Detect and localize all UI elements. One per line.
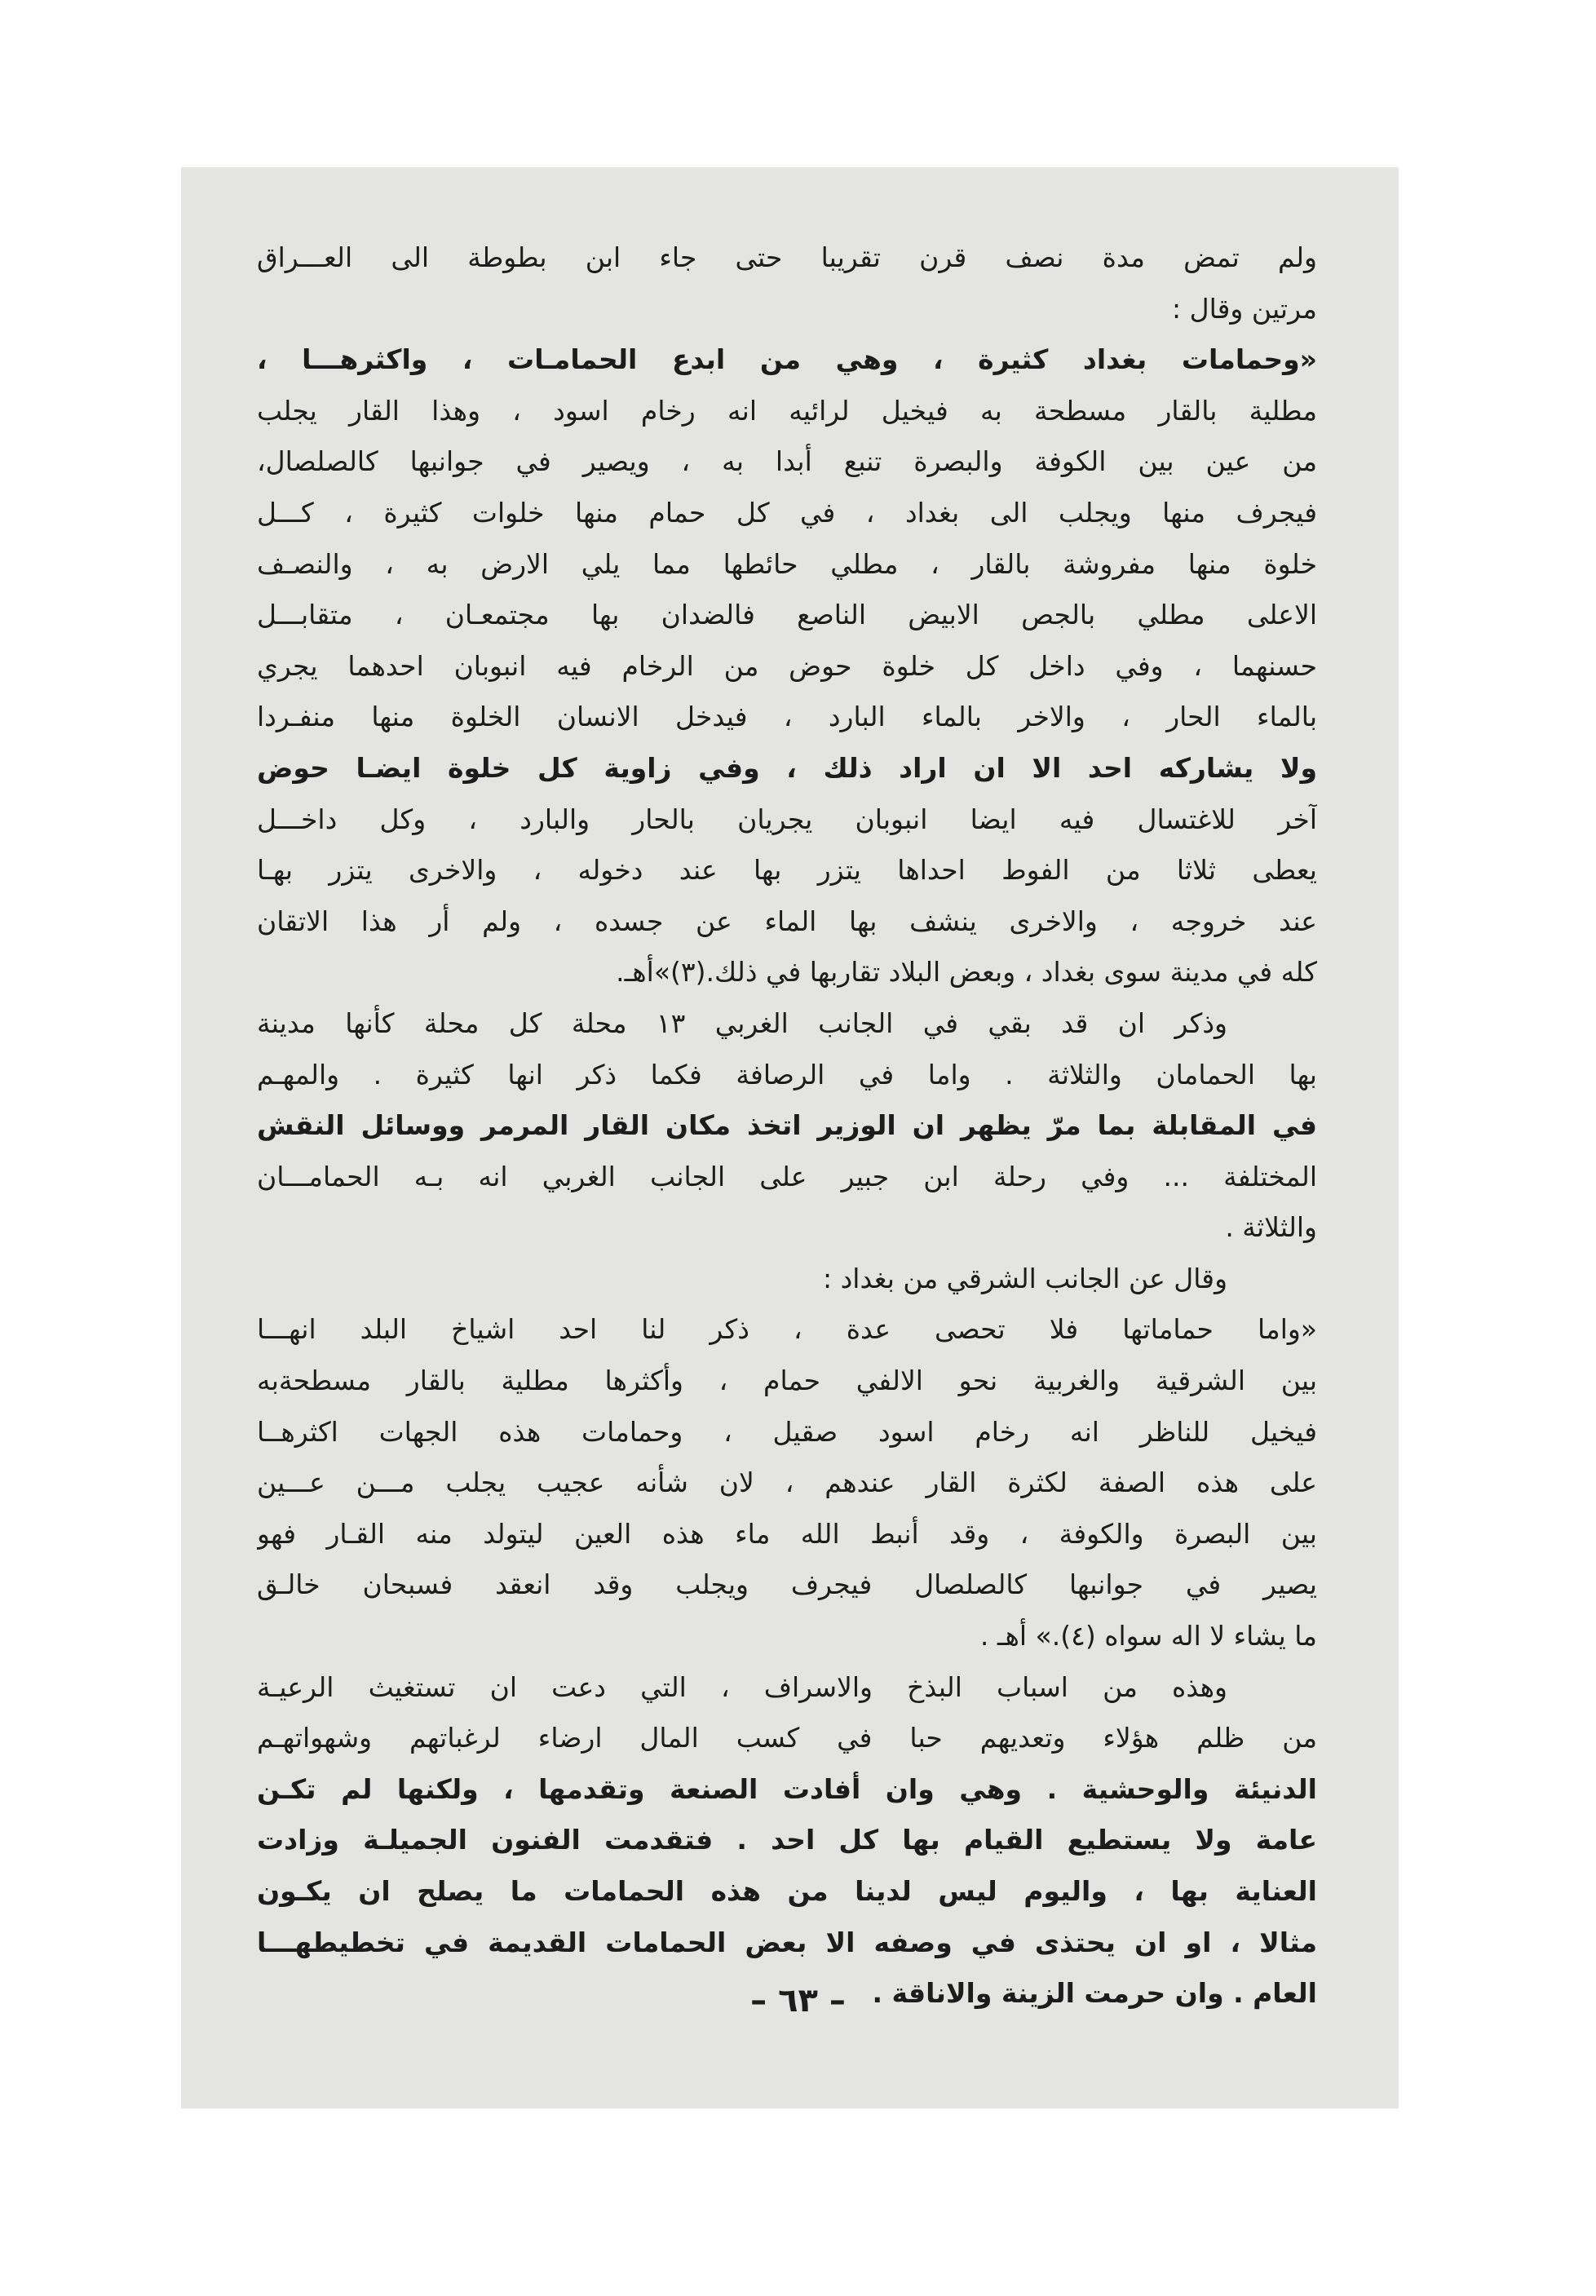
text-line: العام . وان حرمت الزينة والاناقة . [872,1977,1317,2010]
text-line: في المقابلة بما مرّ يظهر ان الوزير اتخذ مكان القار المرمر ووسائل النقش [257,1109,1317,1142]
text-line: كله في مدينة سوى بغداد ، وبعض البلاد تقاربها في ذلك.(٣)»أهـ. [616,956,1317,989]
text-line: فيخيل للناظر انه رخام اسود صقيل ، وحمامات هذه الجهات اكثرهــا [257,1415,1317,1448]
text-line: بالماء الحار ، والاخر بالماء البارد ، فيدخل الانسان الخلوة منها منفـردا [257,701,1317,733]
text-line: من عين بين الكوفة والبصرة تنبع أبدا به ، ويصير في جوانبها كالصلصال، [257,445,1317,478]
paragraph-3 [257,998,1317,1254]
text-line: مثالا ، او ان يحتذى في وصفه الا بعض الحمامات القديمة في تخطيطهـــا [257,1926,1317,1958]
page-number: – ٦٣ – [750,1982,846,2020]
paragraph-6 [257,1662,1317,2020]
text-line: بها الحمامان والثلاثة . واما في الرصافة فكما ذكر انها كثيرة . والمهـم [257,1058,1317,1090]
text-line: «واما حماماتها فلا تحصى عدة ، ذكر لنا احد اشياخ البلد انهـــا [257,1313,1317,1346]
text-line: ولا يشاركه احد الا ان اراد ذلك ، وفي زاوية كل خلوة ايضـا حوض [257,751,1317,784]
text-line: «وحمامات بغداد كثيرة ، وهي من ابدع الحمامـات ، واكثرهـــا ، [257,343,1317,376]
text-line: وقال عن الجانب الشرقي من بغداد : [822,1262,1227,1294]
paragraph-5-quote [257,1304,1317,1661]
text-line: يصير في جوانبها كالصلصال فيجرف ويجلب وقد انعقد فسبحان خالـق [257,1568,1317,1601]
paragraph-2-quote [257,334,1317,998]
text-line: خلوة منها مفروشة بالقار ، مطلي حائطها مما يلي الارض به ، والنصـف [257,547,1317,580]
paragraph-1 [257,232,1317,334]
text-line: ما يشاء لا اله سواه (٤).» أهـ . [979,1620,1317,1652]
text-line: آخر للاغتسال فيه ايضا انبوبان يجريان بالحار والبارد ، وكل داخـــل [257,803,1317,835]
text-line: بين الشرقية والغربية نحو الالفي حمام ، وأكثرها مطلية بالقار مسطحةبه [257,1365,1317,1397]
text-line: عند خروجه ، والاخرى ينشف بها الماء عن جسده ، ولم أر هذا الاتقان [257,905,1317,937]
body-text [257,232,1317,2020]
text-line: حسنهما ، وفي داخل كل خلوة حوض من الرخام فيه انبوبان احدهما يجري [257,649,1317,682]
text-line: مرتين وقال : [1172,292,1317,325]
text-line: من ظلم هؤلاء وتعديهم حبا في كسب المال ارضاء لرغباتهم وشهواتهـم [257,1722,1317,1754]
text-line: العناية بها ، واليوم ليس لدينا من هذه الحمامات ما يصلح ان يكـون [257,1875,1317,1907]
text-line: والثلاثة . [1225,1211,1317,1244]
text-line: بين البصرة والكوفة ، وقد أنبط الله ماء هذه العين ليتولد منه القـار فهو [257,1517,1317,1550]
text-line: ولم تمض مدة نصف قرن تقريبا حتى جاء ابن بطوطة الى العـــراق [257,241,1317,273]
text-line: الدنيئة والوحشية . وهي وان أفادت الصنعة وتقدمها ، ولكنها لم تكـن [257,1772,1317,1805]
text-line: المختلفة ... وفي رحلة ابن جبير على الجانب الغربي انه بـه الحمامـــان [257,1160,1317,1192]
text-line: وذكر ان قد بقي في الجانب الغربي ١٣ محلة كل محلة كأنها مدينة [257,1006,1227,1039]
text-line: يعطى ثلاثا من الفوط احداها يتزر بها عند دخوله ، والاخرى يتزر بهـا [257,854,1317,887]
text-line: على هذه الصفة لكثرة القار عندهم ، لان شأنه عجيب يجلب مـــن عـــين [257,1467,1317,1499]
text-line: مطلية بالقار مسطحة به فيخيل لرائيه انه رخام اسود ، وهذا القار يجلب [257,394,1317,427]
text-line: فيجرف منها ويجلب الى بغداد ، في كل حمام منها خلوات كثيرة ، كـــل [257,496,1317,529]
text-line: الاعلى مطلي بالجص الابيض الناصع فالضدان بها مجتمعـان ، متقابـــل [257,599,1317,631]
paragraph-4 [257,1254,1317,1305]
text-line: عامة ولا يستطيع القيام بها كل احد . فتقدمت الفنون الجميلـة وزادت [257,1824,1317,1856]
text-line: وهذه من اسباب البذخ والاسراف ، التي دعت ان تستغيث الرعيـة [257,1670,1227,1703]
